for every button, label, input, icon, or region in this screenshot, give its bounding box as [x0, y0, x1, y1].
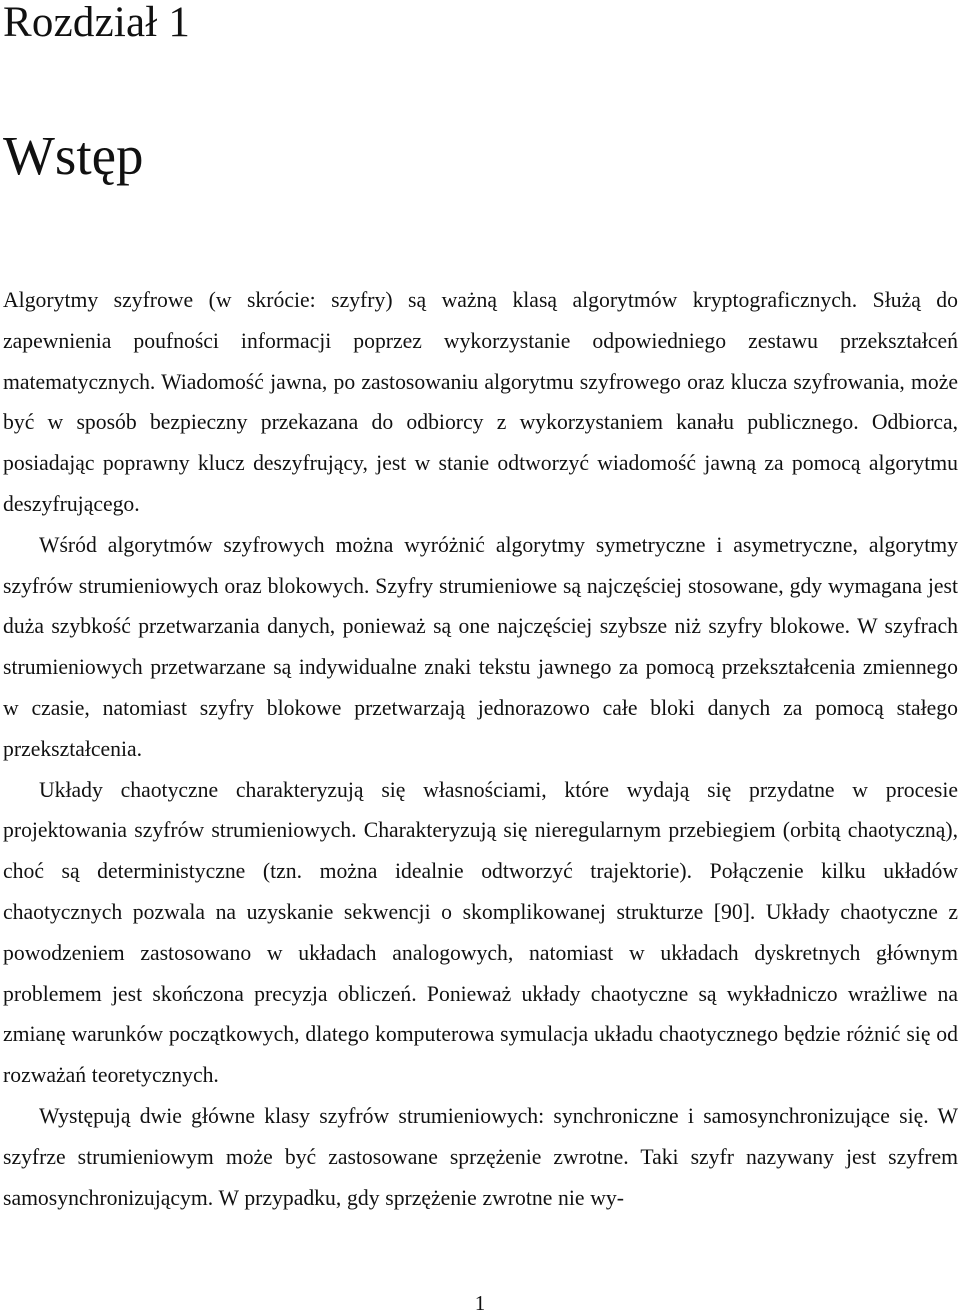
paragraph-intro: Algorytmy szyfrowe (w skrócie: szyfry) są ważną klasą algorytmów kryptograficznych. Służą do zapewnienia poufności informacji poprzez wykorzystanie odpowiedniego zestawu przekształceń matematycznych. Wiadomość jawna, po zastosowaniu algorytmu szyfrowego oraz klucza szyfrowania, może być w sposób bezpieczny przekazana do odbiorcy z wykorzystaniem kanału publicznego. Odbiorca, posiadając poprawny klucz deszyfrujący, jest w stanie odtworzyć wiadomość jawną za pomocą algorytmu deszyfrującego. — [3, 288, 958, 516]
chapter-title: Wstęp — [3, 125, 144, 186]
body-text — [3, 280, 958, 1218]
paragraph-chaotic-systems: Układy chaotyczne charakteryzują się własnościami, które wydają się przydatne w procesie projektowania szyfrów strumieniowych. Charakteryzują się nieregularnym przebiegiem (orbitą chaotyczną), choć są deterministyczne (tzn. można idealnie odtworzyć trajektorie). Połączenie kilku układów chaotycznych pozwala na uzyskanie sekwencji o skomplikowanej strukturze [90]. Układy chaotyczne z powodzeniem zastosowano w układach analogowych, natomiast w układach dyskretnych głównym problemem jest skończona precyzja obliczeń. Ponieważ układy chaotyczne są wykładniczo wrażliwe na zmianę warunków początkowych, dlatego komputerowa symulacja układu chaotycznego będzie różnić się od rozważań teoretycznych. — [3, 777, 958, 1088]
chapter-label: Rozdział 1 — [3, 0, 191, 46]
page-number: 1 — [474, 1291, 486, 1315]
paragraph-stream-cipher-classes: Występują dwie główne klasy szyfrów strumieniowych: synchroniczne i samosynchronizujące się. W szyfrze strumieniowym może być zastosowane sprzężenie zwrotne. Taki szyfr nazywany jest szyfrem samosynchronizującym. W przypadku, gdy sprzężenie zwrotne nie wy- — [3, 1103, 958, 1210]
paragraph-cipher-types: Wśród algorytmów szyfrowych można wyróżnić algorytmy symetryczne i asymetryczne, algorytmy szyfrów strumieniowych oraz blokowych. Szyfry strumieniowe są najczęściej stosowane, gdy wymagana jest duża szybkość przetwarzania danych, ponieważ są one najczęściej szybsze niż szyfry blokowe. W szyfrach strumieniowych przetwarzane są indywidualne znaki tekstu jawnego za pomocą przekształcenia zmiennego w czasie, natomiast szyfry blokowe przetwarzają jednorazowo całe bloki danych za pomocą stałego przekształcenia. — [3, 532, 958, 761]
